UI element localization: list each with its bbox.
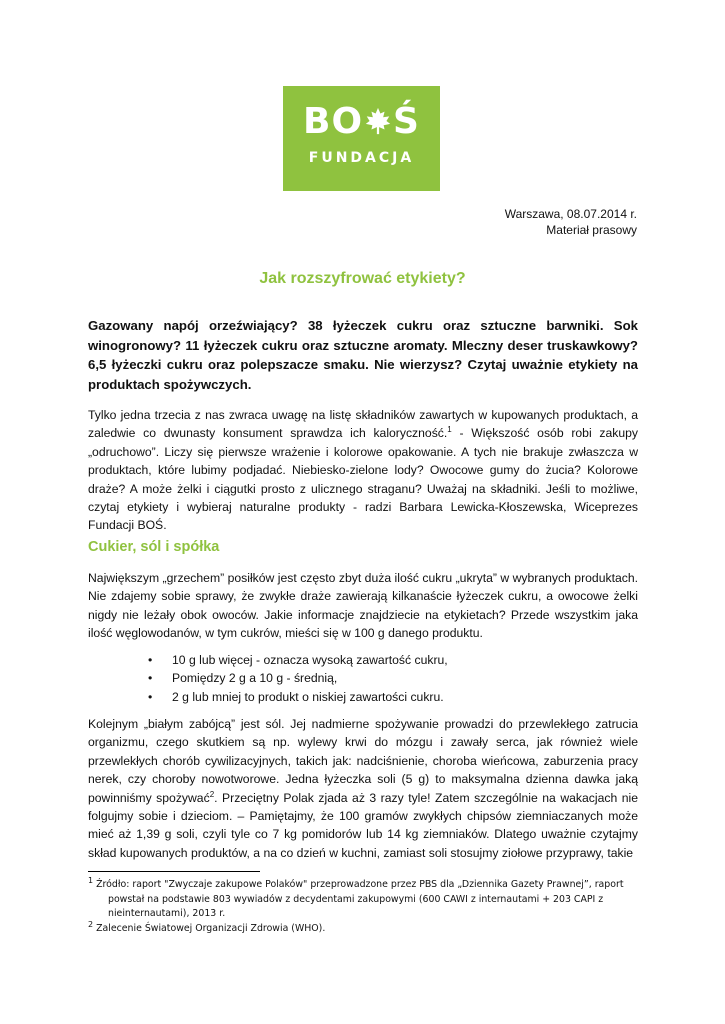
list-item: • 2 g lub mniej to produkt o niskiej zawartości cukru. (148, 688, 448, 706)
footnote-divider (88, 871, 260, 872)
footnote-ref-1: 1 (447, 425, 452, 435)
list-item: • Pomiędzy 2 g a 10 g - średnią, (148, 669, 448, 687)
paragraph-sugar: Największym „grzechem” posiłków jest często zbyt duża ilość cukru „ukryta” w wybranych produktach. Nie zdajemy sobie sprawy, że zwykłe draże zawierają kilkanaście łyżeczek cukru, a owocowe żelki nigdy nie leżały obok owoców. Jakie informacje znajdziecie na etykietach? Przede wszystkim jaka ilość węglowodanów, w tym cukrów, mieści się w 100 g danego produktu. (88, 571, 638, 641)
sugar-levels-list (148, 651, 448, 706)
footnote-number: 1 (88, 875, 94, 885)
section-heading: Cukier, sól i spółka (88, 539, 220, 555)
footnote-1 (88, 875, 648, 922)
logo-subtitle: FUNDACJA (308, 150, 415, 166)
document-meta (505, 206, 637, 238)
footnote-text: Zalecenie Światowej Organizacji Zdrowia (WHO). (93, 922, 326, 934)
footnote-text: Źródło: raport "Zwyczaje zakupowe Polaków" przeprowadzone przez PBS dla „Dziennika Gazety Prawnej”, raport powstał na podstawie 803 wywiadów z decydentami zakupowymi (600 CAWI z internautami + 203 CAPI z nieinternautami), 2013 r. (93, 879, 624, 919)
paragraph-salt-part2: . Przeciętny Polak zjada aż 3 razy tyle! Zatem szczególnie na wakacjach nie folgujmy sobie i dzieciom. – Pamiętajmy, że 100 gramów zwykłych chipsów ziemniaczanych może mieć aż 1,39 g soli, czyli tyle co 7 kg pomidorów lub 14 kg ziemniaków. Dlatego uważnie czytajmy skład kupowanych produktów, a na co dzień w kuchni, zamiast soli stosujmy ziołowe przyprawy, takie (88, 790, 638, 860)
logo-title-right: Ś (393, 101, 420, 142)
footnote-number: 2 (88, 919, 94, 929)
footnote-ref-2: 2 (209, 789, 215, 799)
footnotes (88, 875, 648, 936)
footnote-2 (88, 919, 648, 937)
fundacja-bos-logo (283, 86, 440, 191)
logo-title-left: BO (303, 101, 364, 142)
page-title: Jak rozszyfrować etykiety? (259, 270, 466, 287)
paragraph-intro (88, 406, 638, 535)
logo-title (283, 102, 440, 142)
lead-paragraph: Gazowany napój orzeźwiający? 38 łyżeczek cukru oraz sztuczne barwniki. Sok winogronowy? 11 łyżeczek cukru oraz sztuczne aromaty. Mleczny deser truskawkowy? 6,5 łyżeczki cukru oraz polepszacze smaku. Nie wierzysz? Czytaj uważnie etykiety na produktach spożywczych. (88, 318, 638, 392)
date-line: Warszawa, 08.07.2014 r. (504, 207, 637, 221)
document-type: Materiał prasowy (546, 223, 637, 237)
paragraph-salt (88, 715, 638, 862)
paragraph-intro-part1: Tylko jedna trzecia z nas zwraca uwagę na listę składników zawartych w kupowanych produktach, a zaledwie co dwunasty konsument sprawdza ich kaloryczność. (88, 408, 638, 441)
list-item: • 10 g lub więcej - oznacza wysoką zawartość cukru, (148, 651, 448, 669)
paragraph-salt-part1: Kolejnym „białym zabójcą” jest sól. Jej nadmierne spożywanie prowadzi do przewlekłego zatrucia organizmu, czego skutkiem są np. wylewy krwi do mózgu i zawały serca, jak również wiele przewlekłych chorób cywilizacyjnych, takich jak: nadciśnienie, choroba wieńcowa, zaburzenia pracy nerek, czy choroby nowotworowe. Jedna łyżeczka soli (5 g) to maksymalna dzienna dawka jaką powinniśmy spożywać (88, 717, 638, 805)
maple-leaf-icon (363, 106, 393, 136)
paragraph-intro-part2: - Większość osób robi zakupy „odruchowo”. Liczy się pierwsze wrażenie i kolorowe opakowanie. A tych nie brakuje zwłaszcza w produktach, które lubimy podjadać. Niebiesko-zielone lody? Owocowe gumy do żucia? Kolorowe draże? A może żelki i ciągutki prosto z ulicznego straganu? Uważaj na składniki. Jeśli to możliwe, czytaj etykiety i wybieraj naturalne produkty - radzi Barbara Lewicka-Kłoszewska, Wiceprezes Fundacji BOŚ. (88, 426, 638, 533)
